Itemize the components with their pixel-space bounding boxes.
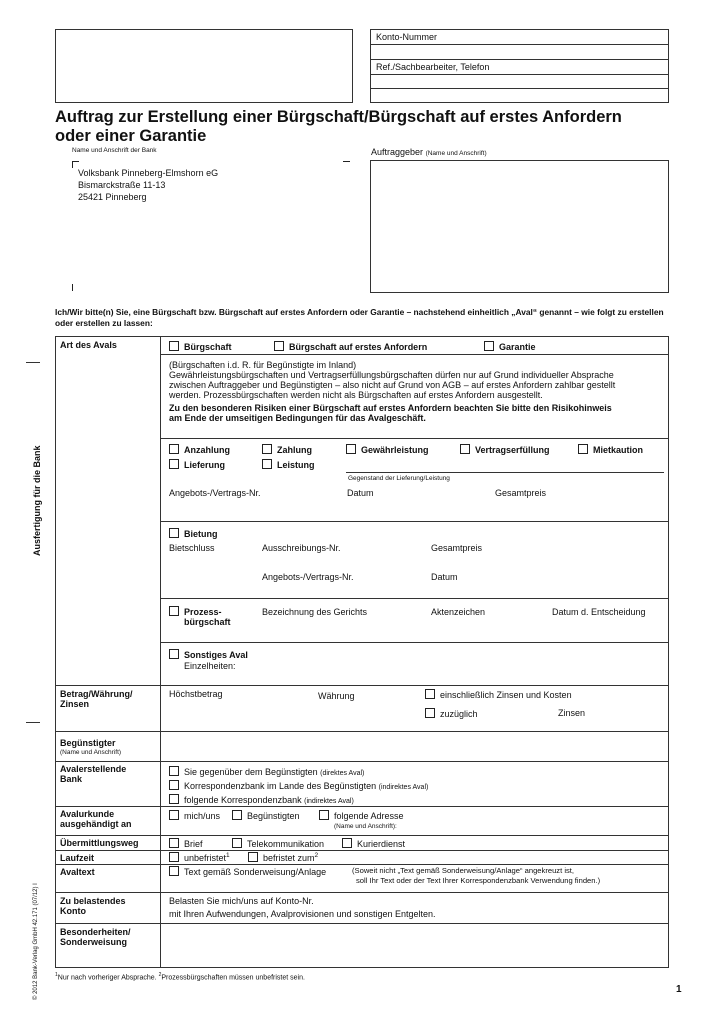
- besonderheiten-label: Besonderheiten/ Sonderweisung: [60, 927, 131, 947]
- checkbox[interactable]: [425, 689, 435, 699]
- footnote: $^1$Nur nach vorheriger Absprache. $^2$Prozessbürgschaften müssen unbefristet sein.: [55, 972, 305, 982]
- gegenstand-caption: Gegenstand der Lieferung/Leistung: [348, 475, 450, 482]
- option-anzahlung[interactable]: Anzahlung: [169, 444, 230, 455]
- bank-street: Bismarckstraße 11-13: [78, 180, 166, 190]
- checkbox[interactable]: [169, 649, 179, 659]
- checkbox[interactable]: [460, 444, 470, 454]
- intro-text: Ich/Wir bitte(n) Sie, eine Bürgschaft bzw. Bürgschaft auf erstes Anfordern oder Garantie – nachstehend einheitlich „Aval“ genannt – wie folgt zu erstellen: [55, 307, 664, 317]
- checkbox[interactable]: [578, 444, 588, 454]
- bank-caption: Name und Anschrift der Bank: [72, 147, 157, 154]
- datum-label: Datum: [431, 572, 458, 582]
- corner-mark: [72, 284, 79, 291]
- option-telekommunikation[interactable]: Telekommunikation: [232, 838, 324, 849]
- checkbox[interactable]: [169, 838, 179, 848]
- option-sonstiges[interactable]: Sonstiges Aval: [169, 649, 248, 660]
- waehrung-label: Währung: [318, 691, 355, 701]
- datum-label: Datum: [347, 488, 374, 498]
- option-kurierdienst[interactable]: Kurierdienst: [342, 838, 405, 849]
- checkbox[interactable]: [319, 810, 329, 820]
- belastung-text: Belasten Sie mich/uns auf Konto-Nr.: [169, 896, 314, 906]
- gegenstand-line[interactable]: [346, 472, 664, 473]
- option-mich-uns[interactable]: mich/uns: [169, 810, 220, 821]
- bank-name: Volksbank Pinneberg-Elmshorn eG: [78, 168, 219, 178]
- checkbox[interactable]: [169, 766, 179, 776]
- gesamtpreis-label: Gesamtpreis: [495, 488, 547, 498]
- beguenstigter-label: Begünstigter (Name und Anschrift): [60, 738, 122, 756]
- bank-city: 25421 Pinneberg: [78, 192, 147, 202]
- uebermittlungsweg-label: Übermittlungsweg: [60, 838, 139, 848]
- belastung-konto-label: Zu belastendes Konto: [60, 896, 126, 916]
- belastung-text: mit Ihren Aufwendungen, Avalprovisionen und sonstigen Entgelten.: [169, 909, 436, 919]
- avaltext-note: (Soweit nicht „Text gemäß Sonderweisung/Anlage“ angekreuzt ist,: [352, 866, 575, 875]
- betrag-label: Betrag/Währung/ Zinsen: [60, 689, 133, 709]
- checkbox[interactable]: [425, 708, 435, 718]
- checkbox[interactable]: [262, 459, 272, 469]
- corner-mark: [72, 161, 79, 168]
- option-bietung[interactable]: Bietung: [169, 528, 218, 539]
- checkbox[interactable]: [169, 606, 179, 616]
- option-lieferung[interactable]: Lieferung: [169, 459, 225, 470]
- checkbox[interactable]: [232, 810, 242, 820]
- option-unbefristet[interactable]: unbefristet$^1$: [169, 852, 230, 863]
- konto-nummer-label: Konto-Nummer: [376, 32, 438, 42]
- address-window-box: [55, 29, 353, 103]
- hoechstbetrag-label: Höchstbetrag: [169, 689, 223, 699]
- auftraggeber-label: Auftraggeber (Name und Anschrift): [371, 147, 487, 157]
- checkbox[interactable]: [169, 444, 179, 454]
- checkbox[interactable]: [342, 838, 352, 848]
- angebots-label: Angebots-/Vertrags-Nr.: [169, 488, 261, 498]
- zinsen-label: Zinsen: [558, 708, 586, 718]
- checkbox[interactable]: [169, 810, 179, 820]
- option-folgende-korrespondenzbank[interactable]: folgende Korrespondenzbank (indirektes Aval): [169, 794, 354, 805]
- option-inkl-zinsen[interactable]: einschließlich Zinsen und Kosten: [425, 689, 572, 700]
- gericht-label: Bezeichnung des Gerichts: [262, 607, 368, 617]
- page-title: Auftrag zur Erstellung einer Bürgschaft/Bürgschaft auf erstes Anfordern: [55, 108, 622, 126]
- risk-note: Zu den besonderen Risiken einer Bürgschaft auf erstes Anfordern beachten Sie bitte den Risikohinweis: [169, 403, 612, 413]
- checkbox[interactable]: [169, 852, 179, 862]
- option-leistung[interactable]: Leistung: [262, 459, 315, 470]
- avalerstellende-bank-label: Avalerstellende Bank: [60, 764, 127, 784]
- ausschreibung-label: Ausschreibungs-Nr.: [262, 543, 341, 553]
- bietschluss-label: Bietschluss: [169, 543, 215, 553]
- page-number: 1: [676, 984, 682, 995]
- ref-label: Ref./Sachbearbeiter, Telefon: [376, 62, 490, 72]
- art-note: werden. Prozessbürgschaften werden nicht als Bürgschaften auf erstes Anfordern ausgestellt.: [169, 390, 543, 400]
- auftraggeber-field[interactable]: [370, 160, 669, 293]
- ausfertigung-label: Ausfertigung für die Bank: [32, 445, 42, 556]
- checkbox[interactable]: [169, 780, 179, 790]
- einzelheiten-label: Einzelheiten:: [184, 661, 236, 671]
- urkunde-caption: (Name und Anschrift):: [334, 823, 397, 830]
- option-folgende-adresse[interactable]: folgende Adresse: [319, 810, 404, 821]
- checkbox[interactable]: [346, 444, 356, 454]
- avalurkunde-label: Avalurkunde ausgehändigt an: [60, 809, 132, 829]
- checkbox[interactable]: [169, 528, 179, 538]
- gesamtpreis-label: Gesamtpreis: [431, 543, 483, 553]
- option-mietkaution[interactable]: Mietkaution: [578, 444, 643, 455]
- checkbox[interactable]: [248, 852, 258, 862]
- option-direktes-aval[interactable]: Sie gegenüber dem Begünstigten (direktes Aval): [169, 766, 364, 777]
- checkbox[interactable]: [274, 341, 284, 351]
- art-note: zwischen Auftraggeber und Begünstigten – also nicht auf Grund von AGB – auf erstes Anfordern zahlbar gestellt: [169, 380, 616, 390]
- checkbox[interactable]: [169, 459, 179, 469]
- option-korrespondenzbank-land[interactable]: Korrespondenzbank im Lande des Begünstigten (indirektes Aval): [169, 780, 428, 791]
- aktenzeichen-label: Aktenzeichen: [431, 607, 486, 617]
- page-title-line2: oder einer Garantie: [55, 127, 207, 145]
- checkbox[interactable]: [169, 794, 179, 804]
- risk-note: am Ende der umseitigen Bedingungen für das Avalgeschäft.: [169, 413, 426, 423]
- option-befristet[interactable]: befristet zum$^2$: [248, 852, 318, 863]
- avaltext-label: Avaltext: [60, 867, 95, 877]
- checkbox[interactable]: [169, 866, 179, 876]
- checkbox[interactable]: [169, 341, 179, 351]
- option-text-sonderweisung[interactable]: Text gemäß Sonderweisung/Anlage: [169, 866, 326, 877]
- art-note: (Bürgschaften i.d. R. für Begünstigte im Inland): [169, 360, 357, 370]
- intro-text-line2: oder erstellen zu lassen:: [55, 318, 153, 328]
- avaltext-note: soll Ihr Text oder der Text Ihrer Korrespondenzbank Verwendung finden.): [356, 876, 601, 885]
- option-vertragserfuellung[interactable]: Vertragserfüllung: [460, 444, 550, 455]
- option-erstes-anfordern[interactable]: Bürgschaft auf erstes Anfordern: [274, 341, 427, 352]
- art-note: Gewährleistungsbürgschaften und Vertragserfüllungsbürgschaften dürfen nur auf Grund individueller Absprache: [169, 370, 614, 380]
- laufzeit-label: Laufzeit: [60, 853, 95, 863]
- art-des-avals-label: Art des Avals: [60, 340, 117, 350]
- option-garantie[interactable]: Garantie: [484, 341, 536, 352]
- option-brief[interactable]: Brief: [169, 838, 203, 849]
- option-gewaehrleistung[interactable]: Gewährleistung: [346, 444, 429, 455]
- checkbox[interactable]: [484, 341, 494, 351]
- checkbox[interactable]: [232, 838, 242, 848]
- option-prozessbuergschaft[interactable]: Prozess- bürgschaft: [169, 606, 231, 627]
- corner-mark: [343, 284, 350, 291]
- checkbox[interactable]: [262, 444, 272, 454]
- angebots-label: Angebots-/Vertrags-Nr.: [262, 572, 354, 582]
- option-buergschaft[interactable]: Bürgschaft: [169, 341, 232, 352]
- corner-mark: [343, 161, 350, 168]
- option-beguenstigten[interactable]: Begünstigten: [232, 810, 300, 821]
- copyright-note: © 2012 Bank-Verlag GmbH 42.171 (07/12) I: [33, 883, 39, 1000]
- option-zuzueglich[interactable]: zuzüglich: [425, 708, 478, 719]
- entscheidung-label: Datum d. Entscheidung: [552, 607, 646, 617]
- option-zahlung[interactable]: Zahlung: [262, 444, 312, 455]
